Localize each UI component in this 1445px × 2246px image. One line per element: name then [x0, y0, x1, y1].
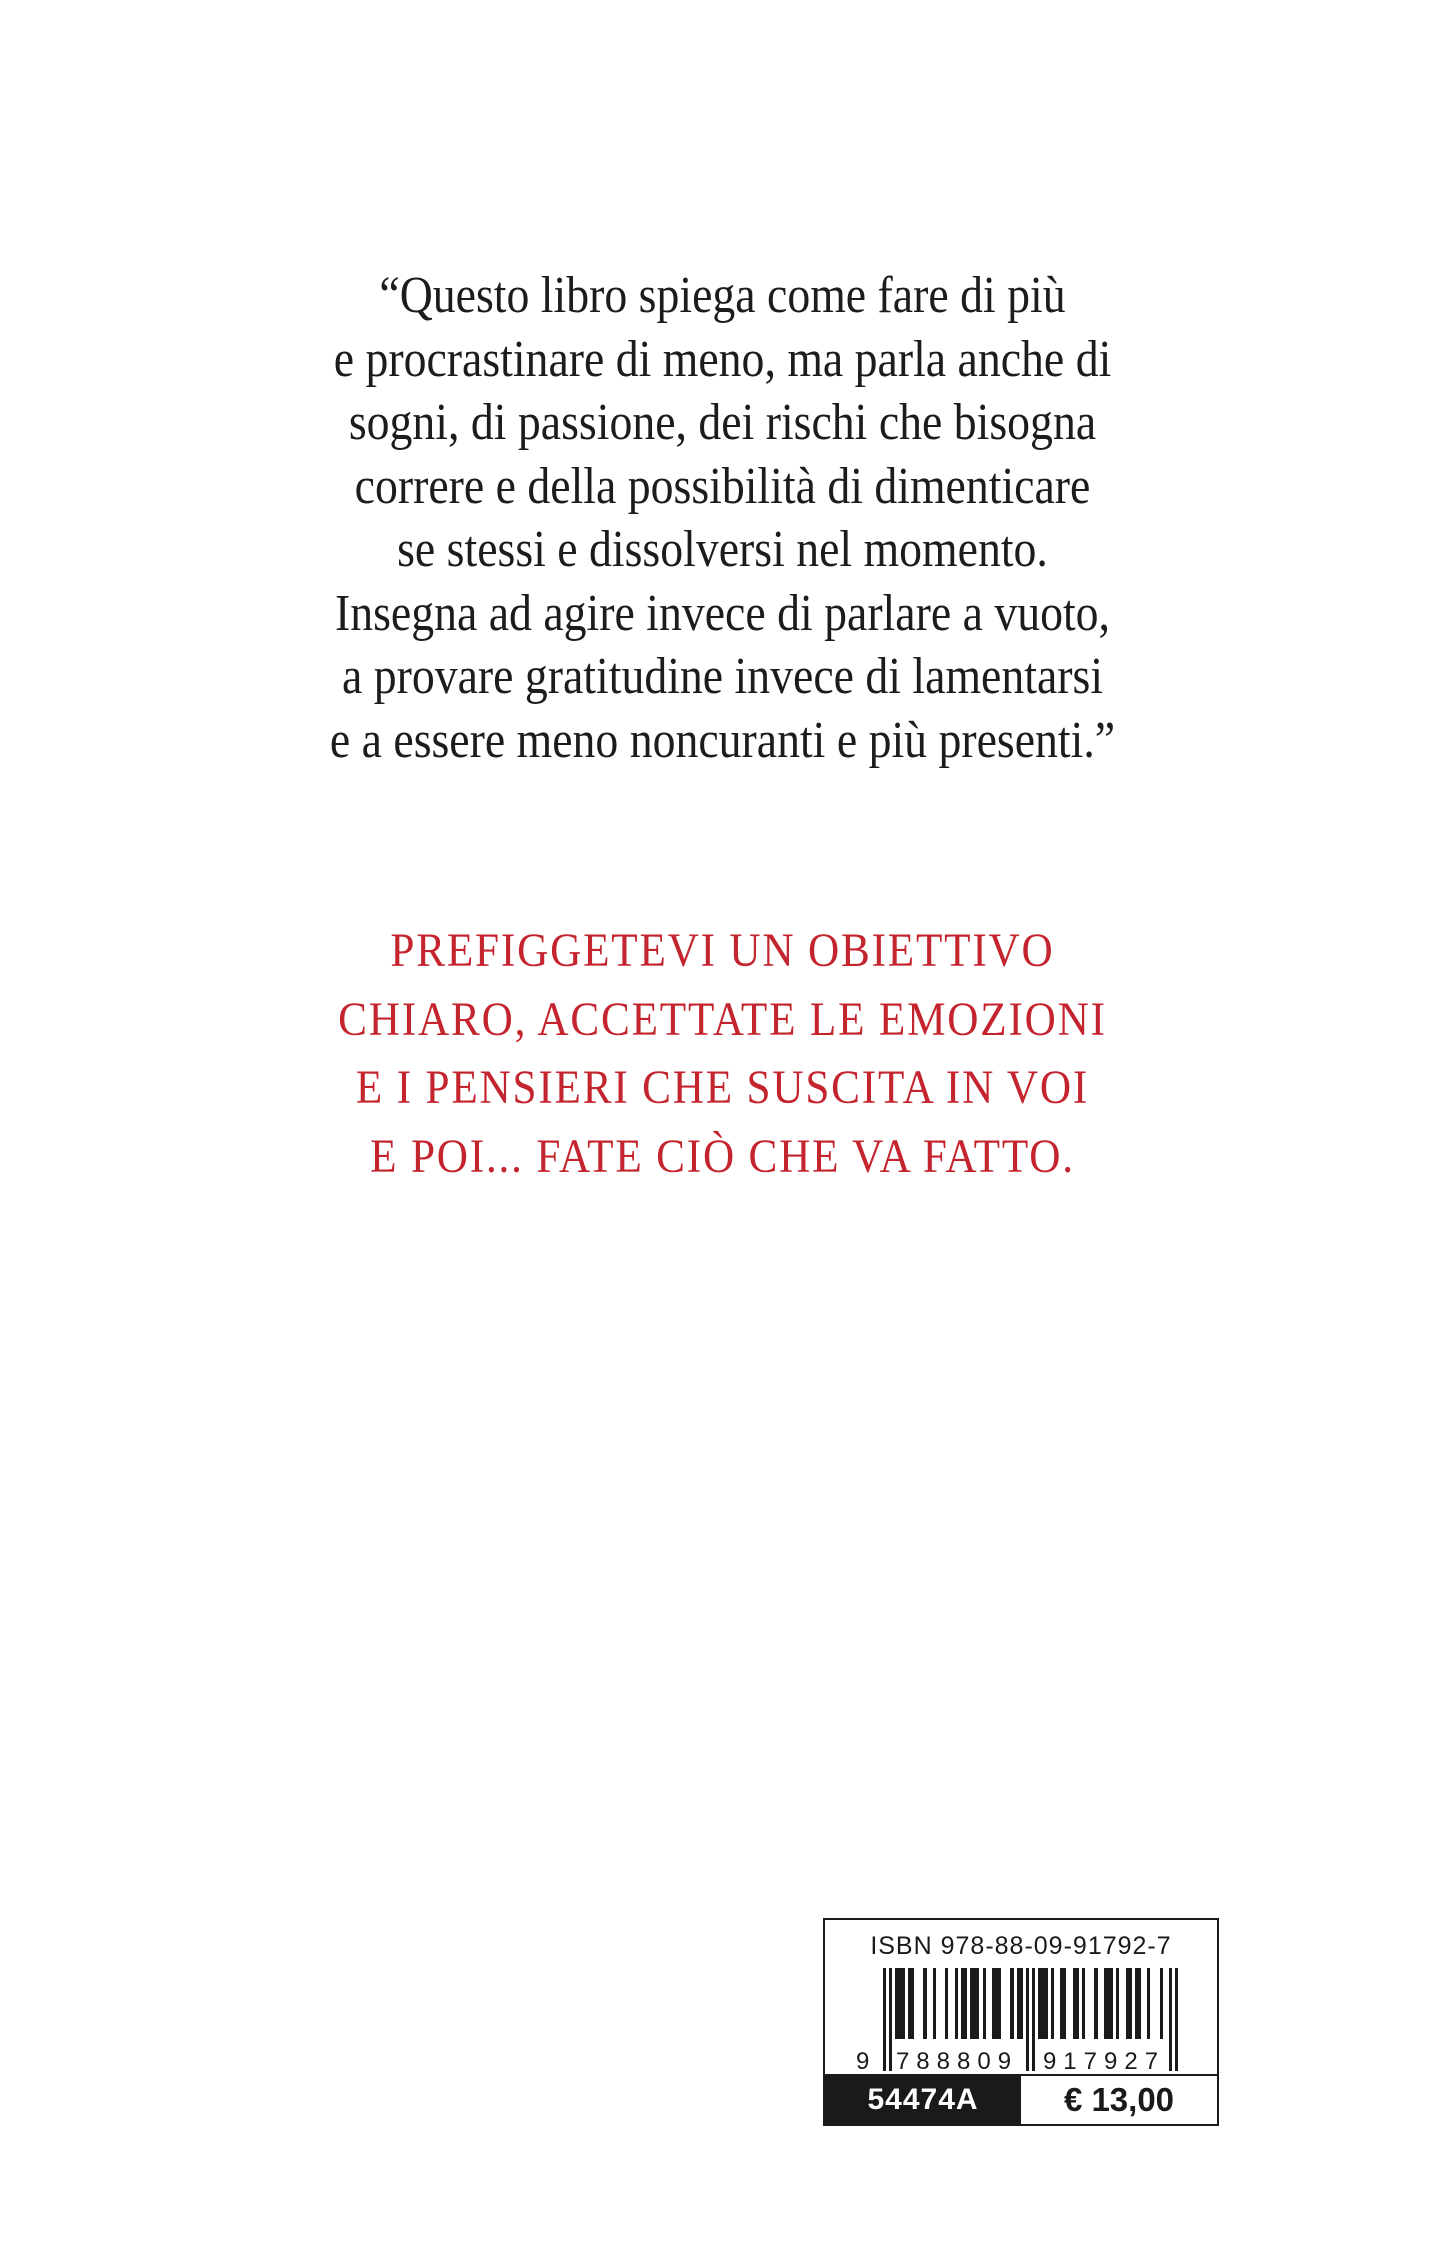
tagline-line: CHIARO, ACCETTATE LE EMOZIONI [338, 992, 1107, 1046]
isbn-barcode-panel [823, 1918, 1219, 2126]
review-quote-line: se stessi e dissolversi nel momento. [397, 521, 1048, 578]
review-quote-line: correre e della possibilità di dimenticare [354, 457, 1091, 515]
review-quote-line: a provare gratitudine invece di lamentarsi [341, 648, 1104, 705]
tagline-line: PREFIGGETEVI UN OBIETTIVO [390, 924, 1055, 977]
review-quote-line: “Questo libro spiega come fare di più [379, 267, 1066, 324]
tagline [72, 917, 1373, 1191]
barcode-digit-group2: 917927 [1042, 2048, 1166, 2075]
price-label: € 13,00 [1021, 2076, 1217, 2124]
tagline-line: E POI... FATE CIÒ CHE VA FATTO. [370, 1129, 1075, 1183]
barcode-digit-lead: 9 [856, 2048, 870, 2075]
review-quote-line: e procrastinare di meno, ma parla anche di [333, 330, 1112, 388]
review-quote-line: Insegna ad agire invece di parlare a vuoto, [334, 584, 1111, 642]
ean-barcode [856, 1968, 1178, 2075]
isbn-label: ISBN 978-88-09-91792-7 [870, 1932, 1172, 1960]
barcode-bar [1175, 1968, 1178, 2071]
price-strip [825, 2074, 1217, 2124]
barcode-digit-group1: 788809 [895, 2048, 1019, 2075]
edition-code-badge: 54474A [825, 2076, 1021, 2124]
review-quote [87, 264, 1359, 772]
review-quote-line: e a essere meno noncuranti e più presenti.” [329, 711, 1116, 769]
tagline-line: E I PENSIERI CHE SUSCITA IN VOI [355, 1061, 1090, 1114]
review-quote-line: sogni, di passione, dei rischi che bisogna [348, 394, 1097, 451]
